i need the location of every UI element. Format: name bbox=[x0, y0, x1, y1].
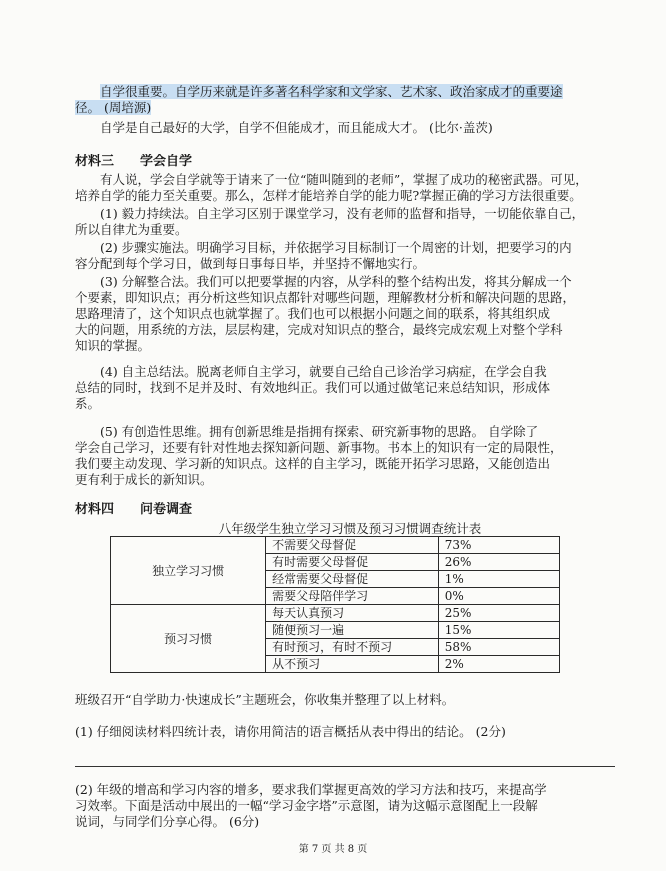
task-intro: 班级召开“自学助力·快速成长”主题班会，你收集并整理了以上材料。 bbox=[75, 692, 455, 707]
question-2-line-1: (2) 年级的增高和学习内容的增多，要求我们掌握更高效的学习方法和技巧，来提高学 bbox=[75, 782, 547, 797]
answer-line bbox=[75, 766, 615, 767]
value-cell: 26% bbox=[438, 554, 559, 571]
m3-p5-line-1: (5) 有创造性思维。拥有创新思维是指拥有探索、研究新事物的思路。 自学除了 bbox=[100, 424, 539, 439]
table-row bbox=[111, 537, 560, 554]
material-4-label: 材料四 bbox=[75, 502, 115, 517]
material-3-heading bbox=[75, 154, 615, 170]
m3-p0-line-1: 有人说，学会自学就等于请来了一位“随叫随到的老师”，掌握了成功的秘密武器。可见， bbox=[100, 172, 588, 187]
value-cell: 58% bbox=[438, 639, 559, 656]
m3-p3-line-5: 知识的掌握。 bbox=[75, 338, 151, 353]
m3-p3-line-3: 思路理清了，这个知识点也就掌握了。我们也可以根据小问题之间的联系，将其组织成 bbox=[75, 306, 551, 321]
m3-p2-line-1: (2) 步骤实施法。明确学习目标，并依据学习目标制订一个周密的计划，把要学习的内 bbox=[100, 240, 572, 255]
page-footer: 第 7 页 共 8 页 bbox=[298, 844, 368, 855]
m3-p3-line-1: (3) 分解整合法。我们可以把要掌握的内容，从学科的整个结构出发，将其分解成一个 bbox=[100, 274, 572, 289]
question-2-line-3: 说词，与同学们分享心得。 (6分) bbox=[75, 814, 260, 829]
option-cell: 从不预习 bbox=[266, 656, 439, 673]
m3-p5-line-4: 更有利于成长的新知识。 bbox=[75, 472, 213, 487]
option-cell: 随便预习一遍 bbox=[266, 622, 439, 639]
table-row bbox=[111, 605, 560, 622]
value-cell: 73% bbox=[438, 537, 559, 554]
value-cell: 15% bbox=[438, 622, 559, 639]
option-cell: 经常需要父母督促 bbox=[266, 571, 439, 588]
option-cell: 不需要父母督促 bbox=[266, 537, 439, 554]
option-cell: 需要父母陪伴学习 bbox=[266, 588, 439, 605]
m3-p3-line-2: 个要素，即知识点；再分析这些知识点都针对哪些问题，理解教材分析和解决问题的思路， bbox=[75, 290, 576, 305]
m3-p0-line-2: 培养自学的能力至关重要。那么，怎样才能培养自学的能力呢?掌握正确的学习方法很重要。 bbox=[75, 188, 582, 203]
category-cell: 预习习惯 bbox=[111, 605, 266, 673]
value-cell: 0% bbox=[438, 588, 559, 605]
material-4-heading bbox=[75, 502, 615, 518]
material-4-title: 问卷调查 bbox=[140, 502, 193, 517]
value-cell: 2% bbox=[438, 656, 559, 673]
quote-2: 自学是自己最好的大学，自学不但能成才，而且能成大才。 (比尔·盖茨) bbox=[100, 120, 493, 135]
category-cell: 独立学习习惯 bbox=[111, 537, 266, 605]
m3-p2-line-2: 容分配到每个学习日，做到每日事每日毕，并坚持不懈地实行。 bbox=[75, 256, 426, 271]
value-cell: 25% bbox=[438, 605, 559, 622]
m3-p5-line-2: 学会自己学习，还要有针对性地去探知新问题、新事物。书本上的知识有一定的局限性， bbox=[75, 440, 563, 455]
question-2-line-2: 习效率。下面是活动中展出的一幅“学习金字塔”示意图，请为这幅示意图配上一段解 bbox=[75, 798, 538, 813]
question-1: (1) 仔细阅读材料四统计表，请你用简洁的语言概括从表中得出的结论。 (2分) bbox=[75, 724, 506, 739]
m3-p1-line-1: (1) 毅力持续法。自主学习区别于课堂学习，没有老师的监督和指导，一切能依靠自己， bbox=[100, 206, 585, 221]
material-3-title: 学会自学 bbox=[140, 154, 193, 169]
option-cell: 有时需要父母督促 bbox=[266, 554, 439, 571]
survey-table-title: 八年级学生独立学习习惯及预习习惯调查统计表 bbox=[218, 521, 482, 536]
quote-1-line-1: 自学很重要。自学历来就是许多著名科学家和文学家、艺术家、政治家成才的重要途 bbox=[100, 84, 563, 99]
m3-p4-line-3: 系。 bbox=[75, 396, 101, 411]
material-3-label: 材料三 bbox=[75, 154, 115, 169]
quote-1-line-2: 径。 (周培源) bbox=[75, 100, 152, 115]
option-cell: 每天认真预习 bbox=[266, 605, 439, 622]
m3-p4-line-2: 总结的同时，找到不足并及时、有效地纠正。我们可以通过做笔记来总结知识，形成体 bbox=[75, 380, 551, 395]
value-cell: 1% bbox=[438, 571, 559, 588]
m3-p4-line-1: (4) 自主总结法。脱离老师自主学习，就要自己给自己诊治学习病症，在学会自我 bbox=[100, 364, 547, 379]
survey-table bbox=[110, 536, 560, 673]
m3-p5-line-3: 我们要主动发现、学习新的知识点。这样的自主学习，既能开拓学习思路，又能创造出 bbox=[75, 456, 551, 471]
option-cell: 有时预习，有时不预习 bbox=[266, 639, 439, 656]
m3-p1-line-2: 所以自律尤为重要。 bbox=[75, 222, 188, 237]
m3-p3-line-4: 大的问题，用系统的方法，层层构建，完成对知识点的整合，最终完成宏观上对整个学科 bbox=[75, 322, 563, 337]
